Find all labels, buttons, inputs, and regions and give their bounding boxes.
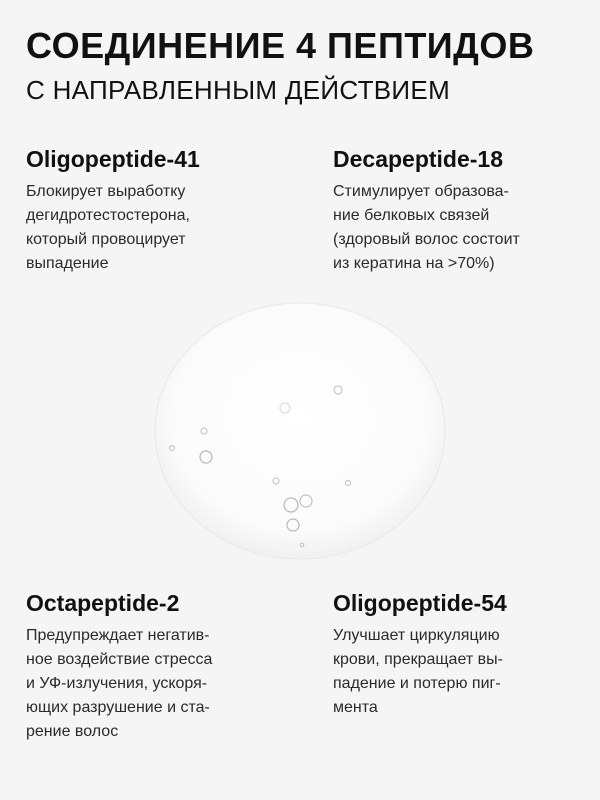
page-subtitle: С НАПРАВЛЕННЫМ ДЕЙСТВИЕМ (26, 75, 451, 105)
description-line: Стимулирует образова- (333, 183, 509, 200)
peptide-name: Oligopeptide-41 (26, 146, 200, 172)
description-line: ние белковых связей (333, 207, 490, 224)
peptide-description (26, 624, 286, 744)
description-line: Блокирует выработку (26, 183, 186, 200)
peptide-description (333, 180, 593, 276)
peptide-name: Oligopeptide-54 (333, 590, 507, 616)
description-line: (здоровый волос состоит (333, 231, 520, 248)
description-line: из кератина на >70%) (333, 255, 495, 272)
peptide-name: Octapeptide-2 (26, 590, 180, 616)
page-title: СОЕДИНЕНИЕ 4 ПЕПТИДОВ (26, 25, 535, 66)
peptide-description (26, 180, 286, 276)
peptide-block-oligopeptide-41 (26, 144, 286, 276)
description-line: и УФ-излучения, ускоря- (26, 675, 208, 692)
description-line: рение волос (26, 723, 119, 740)
description-line: выпадение (26, 255, 109, 272)
description-line: ющих разрушение и ста- (26, 699, 210, 716)
peptide-name: Decapeptide-18 (333, 146, 504, 172)
description-line: который провоцирует (26, 231, 186, 248)
description-line: Предупреждает негатив- (26, 627, 210, 644)
description-line: падение и потерю пиг- (333, 675, 501, 692)
description-line: крови, прекращает вы- (333, 651, 503, 668)
gel-drop-image (150, 300, 450, 562)
peptide-block-octapeptide-2 (26, 588, 286, 744)
peptide-block-decapeptide-18 (333, 144, 593, 276)
peptide-description (333, 624, 593, 720)
description-line: ное воздействие стресса (26, 651, 213, 668)
peptide-block-oligopeptide-54 (333, 588, 593, 720)
description-line: Улучшает циркуляцию (333, 627, 500, 644)
description-line: мента (333, 699, 378, 716)
description-line: дегидротестостерона, (26, 207, 190, 224)
gel-drop (155, 303, 445, 559)
